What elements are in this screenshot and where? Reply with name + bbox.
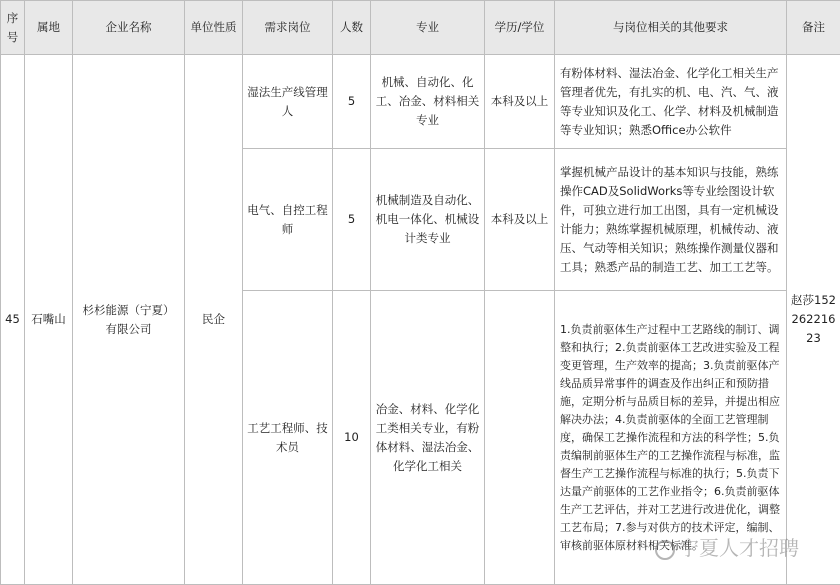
position-requirements: 有粉体材料、湿法冶金、化学化工相关生产管理者优先，有扎实的机、电、汽、气、液等专业知识及化工、化学、材料及机械制造等专业知识；熟悉Office办公软件 bbox=[555, 55, 787, 149]
position-major: 冶金、材料、化学化工类相关专业，有粉体材料、湿法冶金、化学化工相关 bbox=[371, 291, 485, 585]
header-nature: 单位性质 bbox=[185, 1, 243, 55]
header-requirements: 与岗位相关的其他要求 bbox=[555, 1, 787, 55]
position-count: 5 bbox=[333, 55, 371, 149]
header-index: 序号 bbox=[1, 1, 25, 55]
header-count: 人数 bbox=[333, 1, 371, 55]
position-requirements: 掌握机械产品设计的基本知识与技能，熟练操作CAD及SolidWorks等专业绘图设计软件，可独立进行加工出图，具有一定机械设计能力；熟练掌握机械原理，机械传动、液压、气动等相关知识；熟练操作测量仪器和工具；熟悉产品的制造工艺、加工工艺等。 bbox=[555, 149, 787, 291]
position-count: 5 bbox=[333, 149, 371, 291]
entry-nature: 民企 bbox=[185, 55, 243, 585]
entry-index: 45 bbox=[1, 55, 25, 585]
table-row bbox=[1, 55, 840, 149]
entry-company: 杉杉能源（宁夏）有限公司 bbox=[73, 55, 185, 585]
watermark-text: 宁夏人才招聘 bbox=[679, 536, 799, 560]
position-education: 本科及以上 bbox=[485, 149, 555, 291]
entry-note: 赵莎15226221623 bbox=[787, 55, 840, 585]
header-company: 企业名称 bbox=[73, 1, 185, 55]
entry-location: 石嘴山 bbox=[25, 55, 73, 585]
header-row bbox=[1, 1, 840, 55]
header-education: 学历/学位 bbox=[485, 1, 555, 55]
header-note: 备注 bbox=[787, 1, 840, 55]
position-count: 10 bbox=[333, 291, 371, 585]
header-major: 专业 bbox=[371, 1, 485, 55]
position-education: 本科及以上 bbox=[485, 55, 555, 149]
position-education bbox=[485, 291, 555, 585]
header-location: 属地 bbox=[25, 1, 73, 55]
header-position: 需求岗位 bbox=[243, 1, 333, 55]
position-major: 机械、自动化、化工、冶金、材料相关专业 bbox=[371, 55, 485, 149]
position-title: 电气、自控工程师 bbox=[243, 149, 333, 291]
position-requirements: 1.负责前驱体生产过程中工艺路线的制订、调整和执行；2.负责前驱体工艺改进实验及工程变更管理，生产效率的提高；3.负责前驱体产线品质异常事件的调查及作出纠正和预防措施，定期分析与品质目标的差异，并提出相应解决办法；4.负责前驱体的全面工艺管理制度，确保工艺操作流程和方法的科学性；5.负责编制前驱体生产的工艺操作流程与标准，监督生产工艺操作流程与标准的执行；5.负责下达量产前驱体的工艺作业指令；6.负责前驱体生产工艺评估，并对工艺进行改进优化，调整工艺布局；7.参与对供方的技术评定，编制、审核前驱体原材料相关标准。 bbox=[555, 291, 787, 585]
position-title: 湿法生产线管理人 bbox=[243, 55, 333, 149]
position-major: 机械制造及自动化、机电一体化、机械设计类专业 bbox=[371, 149, 485, 291]
position-title: 工艺工程师、技术员 bbox=[243, 291, 333, 585]
